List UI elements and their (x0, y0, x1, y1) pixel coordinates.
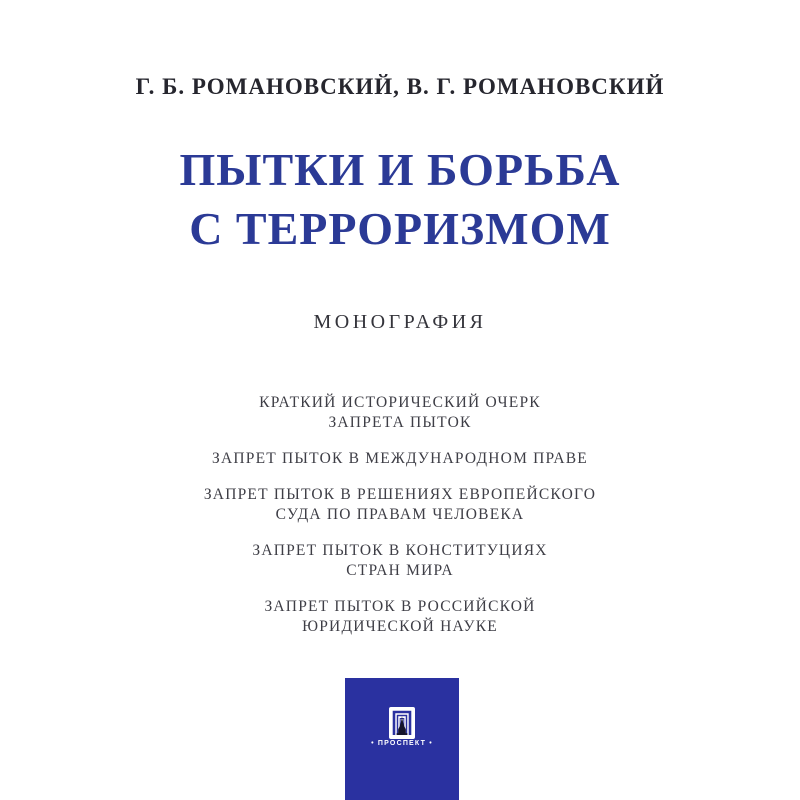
topic-item (0, 449, 800, 469)
topic-line: ЮРИДИЧЕСКОЙ НАУКЕ (302, 618, 498, 635)
topic-item (0, 597, 800, 637)
topic-line: ЗАПРЕТ ПЫТОК В МЕЖДУНАРОДНОМ ПРАВЕ (212, 450, 588, 467)
topic-item (0, 485, 800, 525)
authors-line: Г. Б. РОМАНОВСКИЙ, В. Г. РОМАНОВСКИЙ (135, 74, 665, 99)
topic-line: ЗАПРЕТ ПЫТОК В РОССИЙСКОЙ (264, 598, 536, 615)
topic-line: СТРАН МИРА (346, 562, 454, 579)
title-line-2: С ТЕРРОРИЗМОМ (189, 203, 611, 254)
topic-item (0, 541, 800, 581)
publisher-logo (345, 678, 459, 800)
book-title (0, 140, 800, 258)
topic-item (0, 393, 800, 433)
topic-line: СУДА ПО ПРАВАМ ЧЕЛОВЕКА (275, 506, 525, 523)
topic-line: КРАТКИЙ ИСТОРИЧЕСКИЙ ОЧЕРК (259, 394, 541, 411)
subtitle-monograph: МОНОГРАФИЯ (313, 311, 487, 333)
topic-line: ЗАПРЕТА ПЫТОК (328, 414, 472, 431)
gate-tower-icon (389, 707, 415, 739)
topic-line: ЗАПРЕТ ПЫТОК В РЕШЕНИЯХ ЕВРОПЕЙСКОГО (203, 486, 597, 503)
publisher-name-label: • ПРОСПЕКТ • (371, 740, 433, 747)
title-line-1: ПЫТКИ И БОРЬБА (179, 144, 621, 195)
topics-list (0, 393, 800, 653)
topic-line: ЗАПРЕТ ПЫТОК В КОНСТИТУЦИЯХ (252, 542, 548, 559)
